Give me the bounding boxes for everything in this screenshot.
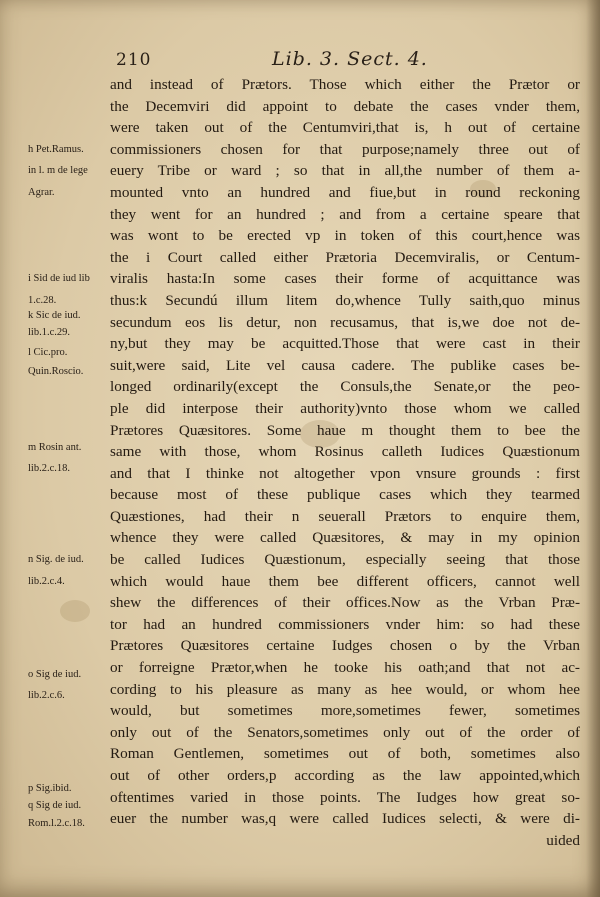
text-line: and that I thinke not altogether vpon vnsure grounds : first: [110, 464, 580, 482]
text-line: ple did interpose their authority)vnto those whom we called: [110, 399, 580, 417]
text-line: Prætores Quæsitores certaine Iudges chosen o by the Vrban: [110, 637, 580, 655]
body-text: [110, 74, 580, 851]
text-line: euery Tribe or ward ; so that in all,the number of them a-: [110, 162, 580, 180]
margin-note: in l. m de lege: [28, 165, 88, 177]
paper-stain: [60, 600, 90, 622]
text-line: were taken out of the Centumviri,that is, h out of certaine: [110, 119, 580, 137]
text-line: and instead of Prætors. Those which either the Prætor or: [110, 76, 580, 93]
text-line: Roman Gentlemen, sometimes out of both, sometimes also: [110, 745, 580, 763]
text-line: mounted vnto an hundred and fiue,but in round reckoning: [110, 183, 580, 201]
text-line: would, but sometimes more,sometimes fewer, sometimes: [110, 702, 580, 720]
margin-note: q Sig de iud.: [28, 800, 82, 812]
text-line: only out of the Senators,sometimes only out of the order of: [110, 723, 580, 741]
text-line: suit,were said, Lite vel causa cadere. The publike cases be-: [110, 356, 580, 374]
margin-note: lib.1.c.29.: [28, 327, 70, 339]
text-line: be called Iudices Quæstionum, especially seeing that those: [110, 551, 580, 569]
text-line: the i Court called either Prætoria Decemviralis, or Centum-: [110, 248, 580, 266]
page-header: [0, 48, 600, 74]
text-line: oftentimes varied in those points. The Iudges how great so-: [110, 788, 580, 806]
text-line: they went for an hundred ; and from a certaine speare that: [110, 205, 580, 223]
margin-note: 1.c.28.: [28, 295, 57, 306]
text-line: thus:k Secundú illum litem do,whence Tully saith,quo minus: [110, 291, 580, 309]
running-head: Lib. 3. Sect. 4.: [272, 48, 428, 70]
text-line: longed ordinarily(except the Consuls,the Senate,or the peo-: [110, 378, 580, 396]
margin-note: Agrar.: [28, 187, 55, 198]
margin-note: l Cic.pro.: [28, 346, 68, 358]
margin-note: Quin.Roscio.: [28, 366, 84, 378]
text-line: commissioners chosen for that purpose;namely three out of: [110, 140, 580, 158]
text-line: viralis hasta:In some cases their forme of acquittance was: [110, 270, 580, 288]
text-line: shew the differences of their offices.Now as the Vrban Præ-: [110, 594, 580, 612]
text-line: which would haue them bee different officers, cannot well: [110, 572, 580, 590]
text-line: Prætores Quæsitores. Some haue m thought them to bee the: [110, 421, 580, 439]
text-line: the Decemviri did appoint to debate the cases vnder them,: [110, 97, 580, 115]
text-line: same with those, whom Rosinus calleth Iudices Quæstionum: [110, 443, 580, 461]
text-line: Quæstiones, had their n seuerall Prætors to enquire them,: [110, 507, 580, 525]
page-number: 210: [116, 50, 152, 70]
text-line: uided: [546, 831, 580, 849]
margin-note: i Sid de iud lib: [28, 273, 90, 285]
text-line: euer the number was,q were called Iudices selecti, & were di-: [110, 810, 580, 828]
text-line: cording to his pleasure as many as hee would, or whom hee: [110, 680, 580, 698]
text-line: secundum eos lis detur, non recusamus, that is,we doe not de-: [110, 313, 580, 331]
margin-note: o Sig de iud.: [28, 668, 82, 680]
text-line: out of other orders,p according as the law appointed,which: [110, 767, 580, 784]
text-line: whence they were called Quæsitores, & may in my opinion: [110, 529, 580, 547]
margin-note: k Sic de iud.: [28, 310, 81, 322]
text-line: because most of these publique cases which they tearmed: [110, 486, 580, 504]
margin-note: lib.2.c.4.: [28, 575, 65, 587]
margin-note: lib.2.c.6.: [28, 690, 65, 702]
text-line: was wont to be erected vp in token of this court,hence was: [110, 227, 580, 245]
page-edge-shadow: [586, 0, 600, 897]
margin-note: h Pet.Ramus.: [28, 143, 84, 155]
text-line: ny,but they may be acquitted.Those that were cast in their: [110, 335, 580, 353]
margin-note: m Rosin ant.: [28, 441, 82, 453]
margin-note: p Sig.ibid.: [28, 783, 72, 795]
margin-note: Rom.l.2.c.18.: [28, 817, 85, 829]
text-line: or forreigne Prætor,when he tooke his oath;and that not ac-: [110, 659, 580, 677]
margin-note: lib.2.c.18.: [28, 463, 70, 475]
text-line: tor had an hundred commissioners vnder him: so had these: [110, 615, 580, 633]
margin-note: n Sig. de iud.: [28, 554, 84, 566]
